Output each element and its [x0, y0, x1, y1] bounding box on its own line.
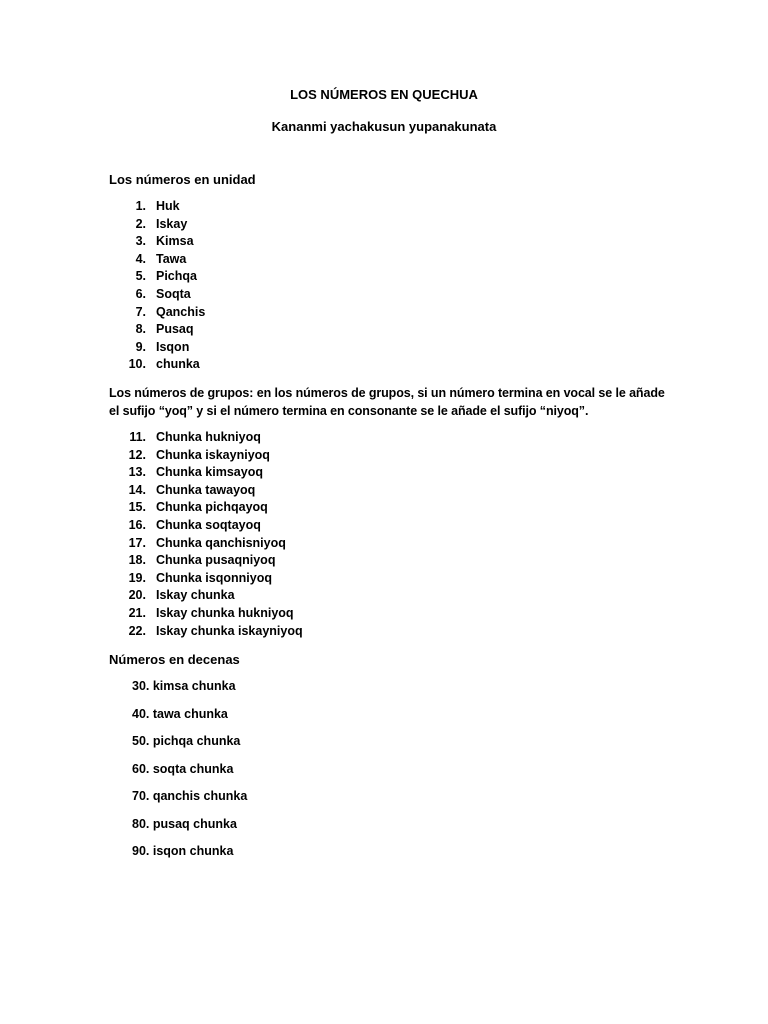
list-item: 12. Chunka iskayniyoq [128, 447, 270, 462]
list-item: 22. Iskay chunka iskayniyoq [128, 623, 303, 638]
list-item: 1. Huk [135, 199, 180, 213]
list-item: 70. qanchis chunka [132, 789, 248, 803]
list-item: 5. Pichqa [135, 269, 197, 284]
list-grupos [128, 429, 303, 640]
list-item: 16. Chunka soqtayoq [128, 517, 261, 532]
list-item: 10. chunka [128, 357, 200, 372]
list-item: 17. Chunka qanchisniyoq [128, 535, 286, 550]
list-item: 80. pusaq chunka [132, 816, 237, 831]
list-item: 18. Chunka pusaqniyoq [128, 553, 276, 568]
list-item: 90. isqon chunka [132, 844, 234, 858]
grupos-paragraph: Los números de grupos: en los números de grupos, si un número termina en vocal se le añade el sufijo “yoq” y si el número termina en consonante se le añade el sufijo “niyoq”. [109, 386, 665, 418]
list-item: 3. Kimsa [135, 234, 194, 249]
document-subtitle: Kananmi yachakusun yupanakunata [271, 119, 497, 134]
list-item: 50. pichqa chunka [132, 734, 241, 748]
list-item: 19. Chunka isqonniyoq [128, 570, 272, 585]
list-item: 9. Isqon [135, 339, 190, 354]
list-item: 60. soqta chunka [132, 761, 234, 776]
list-item: 15. Chunka pichqayoq [128, 500, 268, 515]
section-heading-unidad: Los números en unidad [109, 172, 256, 187]
list-item: 4. Tawa [135, 251, 187, 266]
list-item: 30. kimsa chunka [132, 679, 236, 693]
list-item: 14. Chunka tawayoq [128, 482, 256, 497]
list-item: 7. Qanchis [135, 304, 206, 319]
list-item: 40. tawa chunka [132, 706, 228, 721]
list-item: 20. Iskay chunka [128, 588, 235, 603]
list-item: 6. Soqta [135, 286, 191, 301]
list-item: 13. Chunka kimsayoq [128, 465, 263, 480]
list-decenas [132, 677, 247, 870]
list-item: 11. Chunka hukniyoq [129, 430, 261, 444]
list-item: 8. Pusaq [135, 322, 194, 337]
document-title: LOS NÚMEROS EN QUECHUA [290, 87, 478, 102]
list-unidad [128, 198, 206, 374]
list-item: 21. Iskay chunka hukniyoq [128, 605, 294, 620]
section-heading-decenas: Números en decenas [109, 652, 240, 667]
list-item: 2. Iskay [135, 216, 188, 231]
